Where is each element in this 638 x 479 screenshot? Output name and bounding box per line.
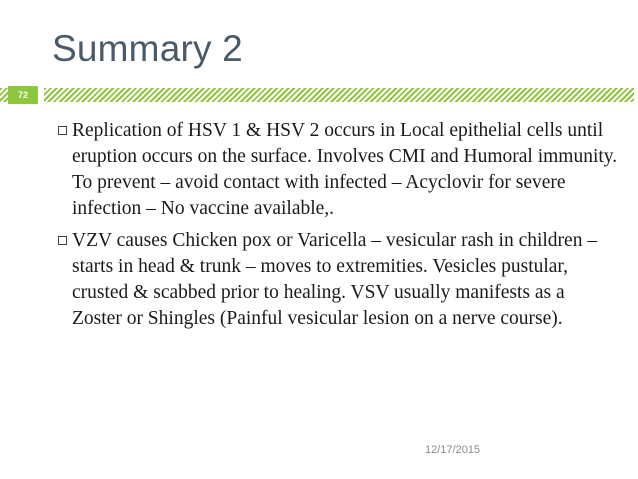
bullet-item bbox=[58, 118, 618, 222]
bullet-text: VZV causes Chicken pox or Varicella – vesicular rash in children – starts in head & trunk – moves to extremities. Vesicles pustular, crusted & scabbed prior to healing. VSV usually manifests as a Zoster or Shingles (Painful vesicular lesion on a nerve course). bbox=[72, 230, 598, 329]
slide-date: 12/17/2015 bbox=[425, 444, 481, 456]
header-stripe-left bbox=[0, 88, 8, 102]
bullet-list bbox=[58, 118, 618, 338]
slide-title: Summary 2 bbox=[52, 28, 243, 69]
bullet-text: Replication of HSV 1 & HSV 2 occurs in Local epithelial cells until eruption occurs on the surface. Involves CMI and Humoral immunity. To prevent – avoid contact with infected – Acyclovir for severe infection – No vaccine available,. bbox=[72, 120, 618, 219]
square-bullet-icon bbox=[58, 236, 67, 245]
bullet-item bbox=[58, 228, 618, 332]
slide-number-badge: 72 bbox=[8, 86, 38, 104]
header-stripe-right bbox=[44, 88, 634, 102]
square-bullet-icon bbox=[58, 126, 67, 135]
